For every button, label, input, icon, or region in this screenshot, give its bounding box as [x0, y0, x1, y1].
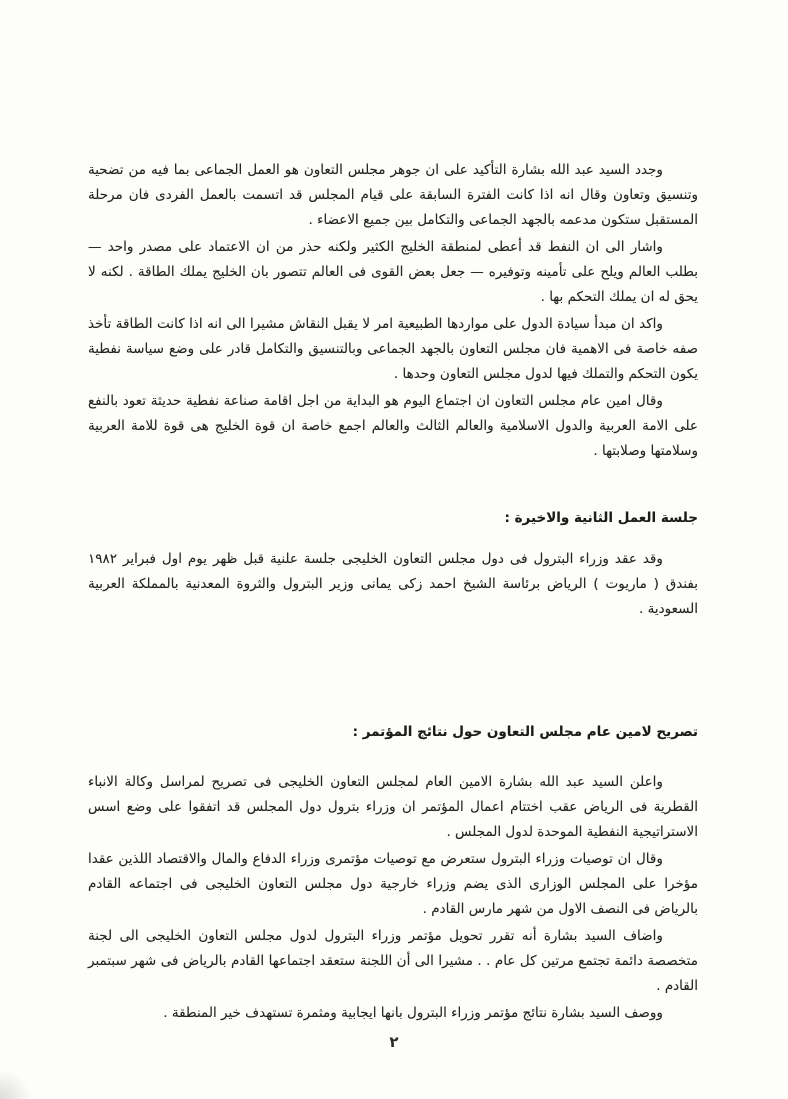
- statement-section-heading: تصريح لامين عام مجلس التعاون حول نتائج المؤتمر :: [352, 723, 698, 740]
- statement-paragraph-4: ووصف السيد بشارة نتائج مؤتمر وزراء البترول بانها ايجابية ومثمرة تستهدف خير المنطقة .: [163, 1005, 663, 1022]
- scan-artifact: [0, 1069, 32, 1099]
- session-paragraph: وقد عقد وزراء البترول فى دول مجلس التعاون الخليجى جلسة علنية قبل ظهر يوم اول فبراير ١٩٨٢ بفندق ( ماريوت ) الرياض برئاسة الشيخ احمد زكى يمانى وزير البترول والثروة المعدنية بالمملكة العربية السعودية .: [88, 550, 698, 617]
- statement-paragraph-3: واضاف السيد بشارة أنه تقرر تحويل مؤتمر وزراء البترول لدول مجلس التعاون الخليجى الى لجنة متخصصة دائمة تجتمع مرتين كل عام . . مشيرا الى أن اللجنة ستعقد اجتماعها القادم بالرياض فى شهر سبتمبر القادم .: [88, 928, 698, 995]
- page-number: ٢: [389, 1033, 399, 1051]
- section-gap: [88, 466, 698, 506]
- section-gap-large: [88, 624, 698, 720]
- intro-paragraph-1: وجدد السيد عبد الله بشارة التأكيد على ان جوهر مجلس التعاون هو العمل الجماعى بما فيه من تضحية وتنسيق وتعاون وقال انه اذا كانت الفترة السابقة على قيام المجلس قد اتسمت بالعمل الفردى فان مرحلة المستقبل ستكون مدعمه بالجهد الجماعى والتكامل بين جميع الاعضاء .: [88, 162, 698, 228]
- session-section-heading: جلسة العمل الثانية والاخيرة :: [504, 509, 698, 526]
- statement-paragraph-2: وقال ان توصيات وزراء البترول ستعرض مع توصيات مؤتمرى وزراء الدفاع والمال والاقتصاد اللذين عقدا مؤخرا على المجلس الوزارى الذى يضم وزراء خارجية دول مجلس التعاون الخليجى فى اجتماعه القادم بالرياض فى النصف الاول من شهر مارس القادم .: [88, 851, 698, 918]
- statement-paragraph-1: واعلن السيد عبد الله بشارة الامين العام لمجلس التعاون الخليجى فى تصريح لمراسل وكالة الانباء القطرية فى الرياض عقب اختتام اعمال المؤتمر ان وزراء بترول دول المجلس قد اتفقوا على وضع اسس الاستراتيجية النفطية الموحدة لدول المجلس .: [88, 774, 698, 841]
- heading-gap: [88, 531, 698, 547]
- intro-paragraph-2: واشار الى ان النفط قد أعطى لمنطقة الخليج الكثير ولكنه حذر من ان الاعتماد على مصدر واحد — بطلب العالم ويلح على تأمينه وتوفيره — جعل بعض القوى فى العالم تتصور بان الخليج يملك الطاقة . لكنه لا يحق له ان يملك التحكم بها .: [88, 238, 698, 305]
- document-body: [88, 158, 698, 1028]
- heading-gap: [88, 744, 698, 770]
- intro-paragraph-4: وقال امين عام مجلس التعاون ان اجتماع اليوم هو البداية من اجل اقامة صناعة نفطية حديثة تعود بالنفع على الامة العربية والدول الاسلامية والعالم الثالث والعالم اجمع خاصة ان قوة الخليج هى قوة للامة العربية وسلامتها وصلابتها .: [88, 392, 698, 459]
- intro-paragraph-3: واكد ان مبدأ سيادة الدول على مواردها الطبيعية امر لا يقبل النقاش مشيرا الى انه اذا كانت الطاقة تأخذ صفه خاصة فى الاهمية فان مجلس التعاون بالجهد الجماعى وبالتنسيق والتكامل قادر على وضع سياسة نفطية يكون التحكم والتملك فيها لدول مجلس التعاون وحدها .: [88, 315, 698, 382]
